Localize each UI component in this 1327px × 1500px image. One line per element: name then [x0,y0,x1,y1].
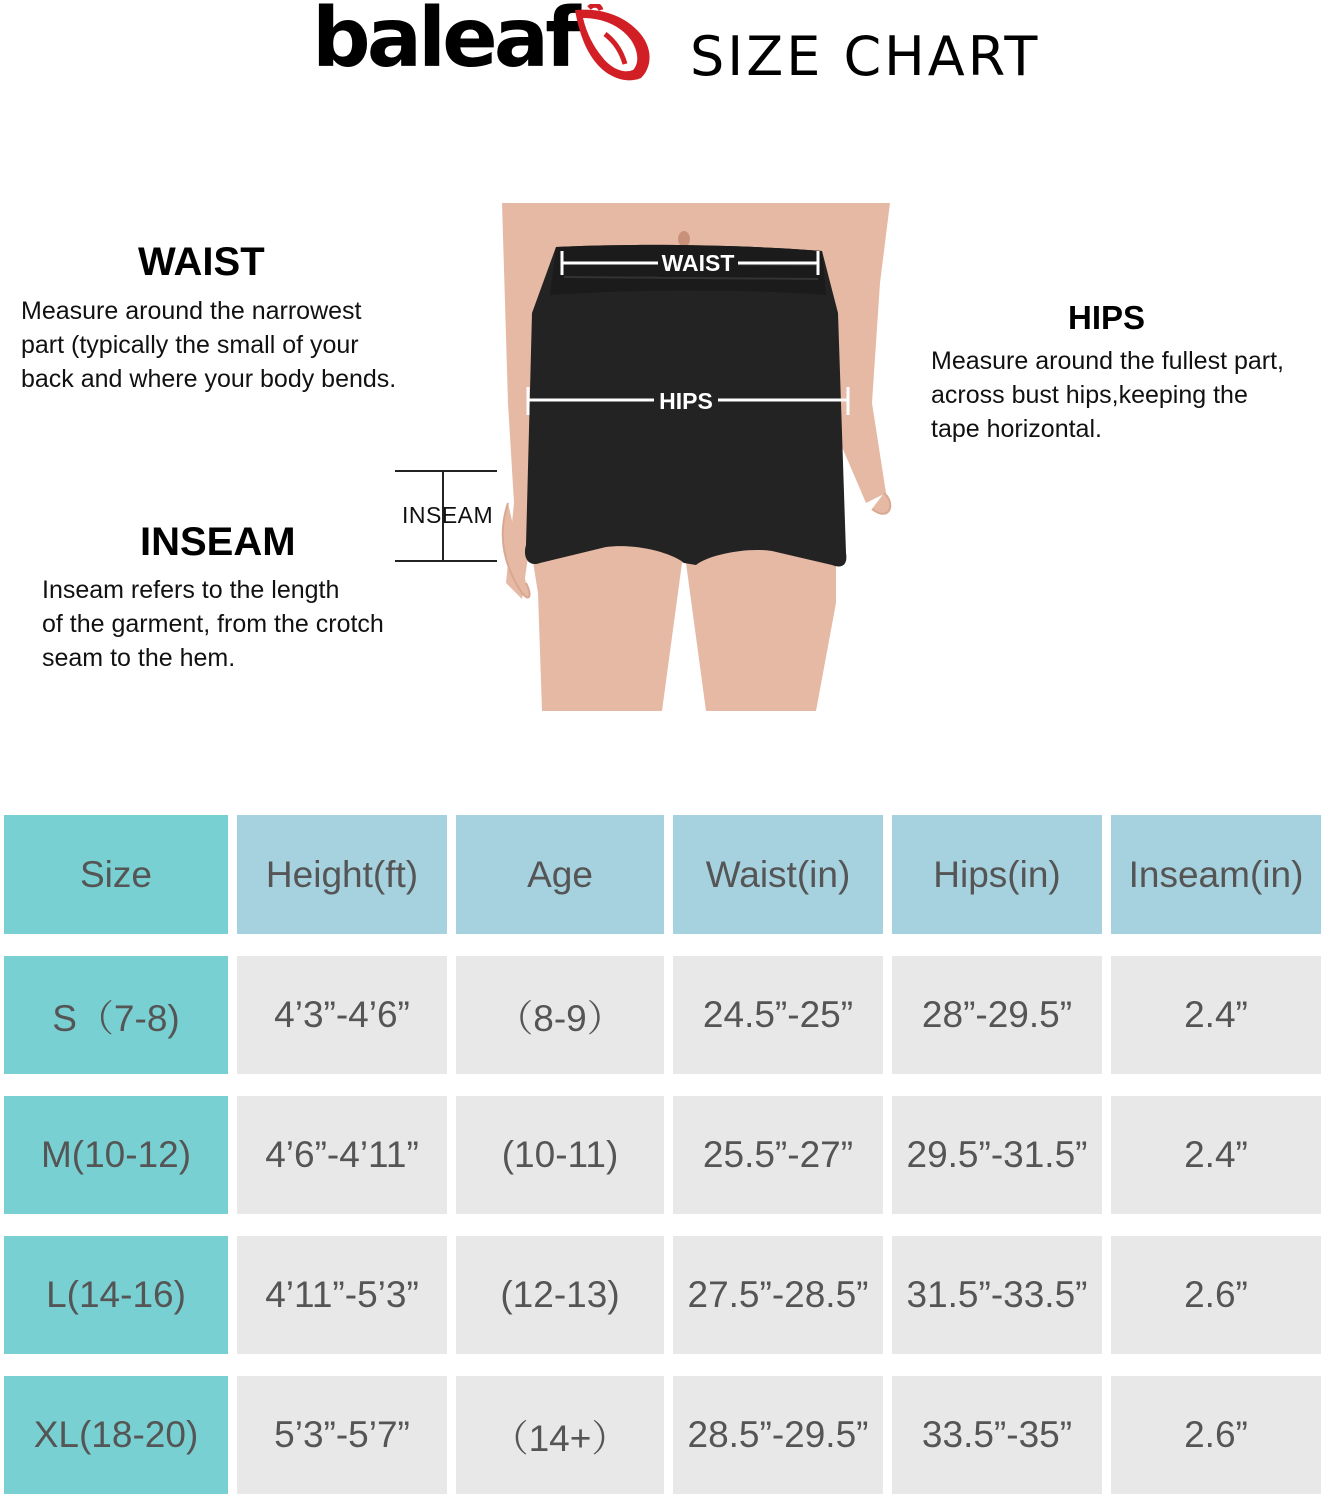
column-header-height: Height(ft) [237,815,447,934]
table-row-l-hips: 31.5”-33.5” [892,1236,1102,1354]
chart-title: SIZE CHART [690,25,1041,88]
table-row-l-waist: 27.5”-28.5” [673,1236,883,1354]
column-header-hips: Hips(in) [892,815,1102,934]
column-header-inseam: Inseam(in) [1111,815,1321,934]
table-row-xl-inseam: 2.6” [1111,1376,1321,1494]
table-row-m-waist: 25.5”-27” [673,1096,883,1214]
inseam-line-2: of the garment, from the crotch [42,610,384,638]
waist-heading: WAIST [138,240,265,284]
waist-line-2: part (typically the small of your [21,331,359,359]
figure-waist-label: WAIST [661,250,735,276]
inseam-line-3: seam to the hem. [42,644,236,672]
table-row-s-inseam: 2.4” [1111,956,1321,1074]
brand-name: baleaf [312,0,577,86]
table-row-xl-age: （14+） [456,1376,664,1494]
hips-line-1: Measure around the fullest part, [931,347,1284,375]
column-header-size: Size [4,815,228,934]
table-row-xl-hips: 33.5”-35” [892,1376,1102,1494]
figure-hips-label: HIPS [659,388,713,414]
table-row-xl-size: XL(18-20) [4,1376,228,1494]
table-row-s-hips: 28”-29.5” [892,956,1102,1074]
hips-line-2: across bust hips,keeping the [931,381,1248,409]
figure-inseam-label: INSEAM [402,502,494,528]
table-row-s-size: S（7-8) [4,956,228,1074]
table-row-xl-waist: 28.5”-29.5” [673,1376,883,1494]
hips-heading: HIPS [1068,299,1146,336]
table-row-xl-height: 5’3”-5’7” [237,1376,447,1494]
waist-line-3: back and where your body bends. [21,365,397,393]
waist-line-1: Measure around the narrowest [21,297,362,325]
table-row-m-hips: 29.5”-31.5” [892,1096,1102,1214]
column-header-waist: Waist(in) [673,815,883,934]
table-row-s-age: （8-9） [456,956,664,1074]
table-row-l-height: 4’11”-5’3” [237,1236,447,1354]
table-row-m-age: (10-11) [456,1096,664,1214]
inseam-line-1: Inseam refers to the length [42,576,340,604]
table-row-l-age: (12-13) [456,1236,664,1354]
table-row-l-inseam: 2.6” [1111,1236,1321,1354]
table-row-m-inseam: 2.4” [1111,1096,1321,1214]
table-row-s-height: 4’3”-4’6” [237,956,447,1074]
table-row-m-height: 4’6”-4’11” [237,1096,447,1214]
table-row-l-size: L(14-16) [4,1236,228,1354]
column-header-age: Age [456,815,664,934]
table-row-m-size: M(10-12) [4,1096,228,1214]
table-row-s-waist: 24.5”-25” [673,956,883,1074]
hips-line-3: tape horizontal. [931,415,1102,443]
inseam-heading: INSEAM [140,520,296,564]
